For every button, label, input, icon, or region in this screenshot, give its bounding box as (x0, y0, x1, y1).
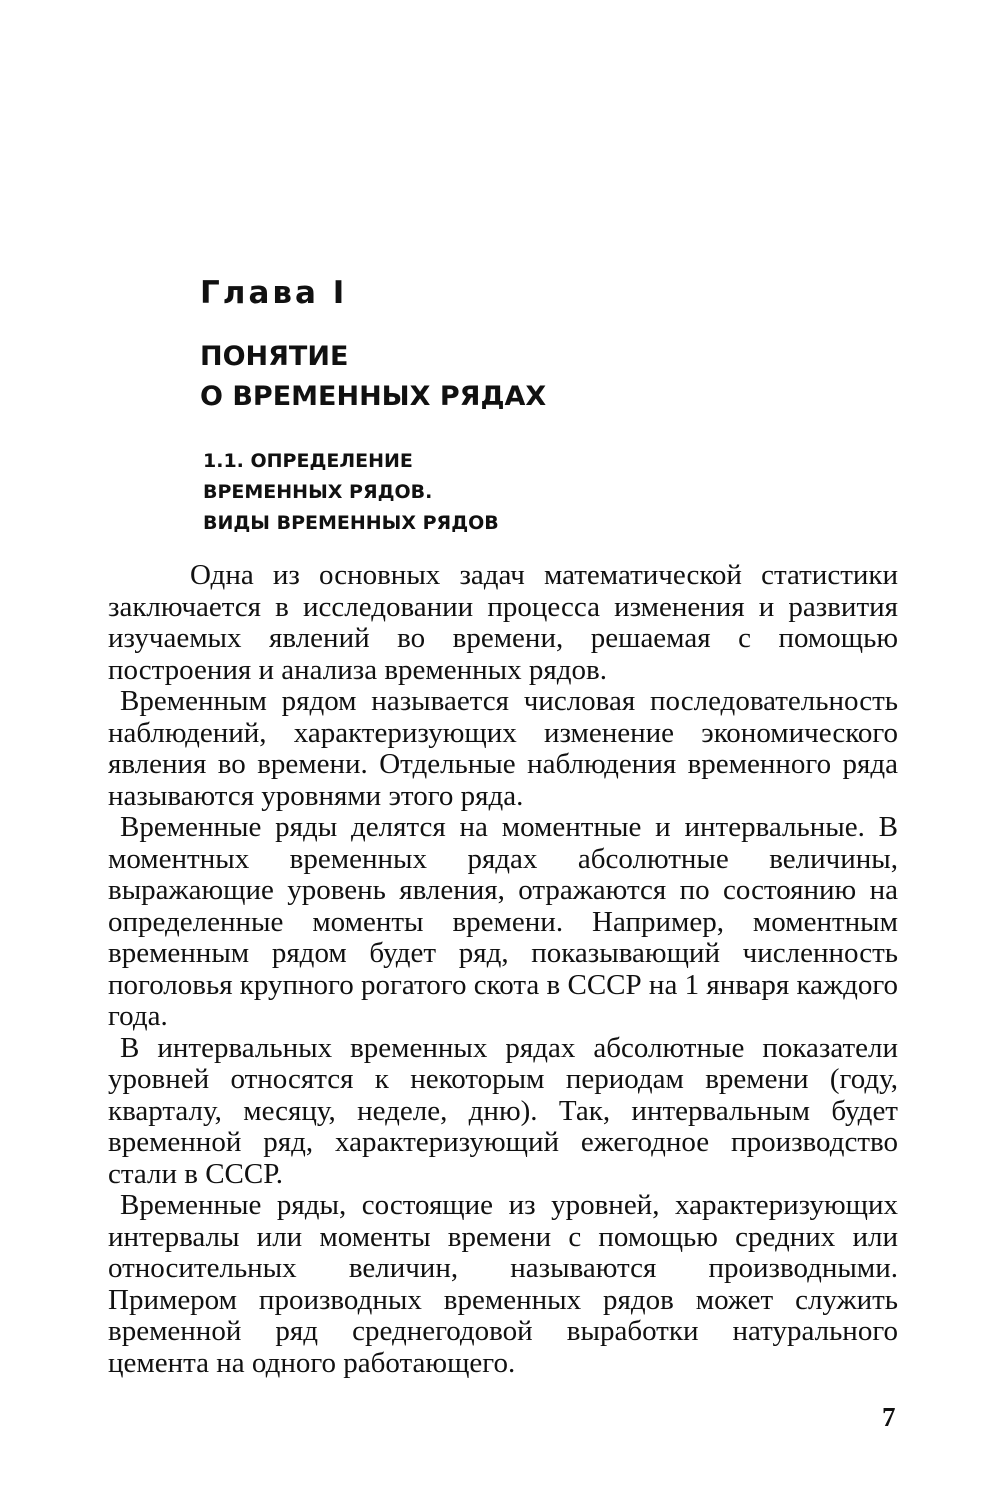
paragraph: Временные ряды делятся на моментные и интервальные. В моментных временных рядах абсолютные величины, выражающие уровень явления, отражаются по состоянию на определенные моменты времени. Например, моментным временным рядом будет ряд, показывающий численность поголовья крупного рогатого скота в СССР на 1 января каждого года. (108, 811, 898, 1032)
chapter-title-line: ПОНЯТИЕ (200, 341, 349, 372)
paragraph: Временным рядом называется числовая последовательность наблюдений, характеризующих изменение экономического явления во времени. Отдельные наблюдения временного ряда называются уровнями этого ряда. (108, 685, 898, 812)
chapter-title (200, 337, 546, 417)
page-number: 7 (882, 1402, 896, 1432)
paragraph: Временные ряды, состоящие из уровней, характеризующих интервалы или моменты времени с помощью средних или относительных величин, называются производными. Примером производных временных рядов может служить временной ряд среднегодовой выработки натурального цемента на одного работающего. (108, 1189, 898, 1379)
paragraph: В интервальных временных рядах абсолютные показатели уровней относятся к некоторым периодам времени (году, кварталу, месяцу, неделе, дню). Так, интервальным будет временной ряд, характеризующий ежегодное производство стали в СССР. (108, 1031, 898, 1190)
body-text (108, 560, 898, 1379)
chapter-label: Глава I (200, 275, 348, 311)
paragraph: Одна из основных задач математической статистики заключается в исследовании процесса изменения и развития изучаемых явлений во времени, решаемая с помощью построения и анализа временных рядов. (108, 559, 898, 686)
section-title-line: 1.1. ОПРЕДЕЛЕНИЕ (203, 450, 413, 472)
section-title-line: ВРЕМЕННЫХ РЯДОВ. (203, 481, 433, 503)
section-title-line: ВИДЫ ВРЕМЕННЫХ РЯДОВ (203, 512, 499, 534)
chapter-title-line: О ВРЕМЕННЫХ РЯДАХ (200, 381, 547, 412)
section-title (203, 446, 499, 539)
